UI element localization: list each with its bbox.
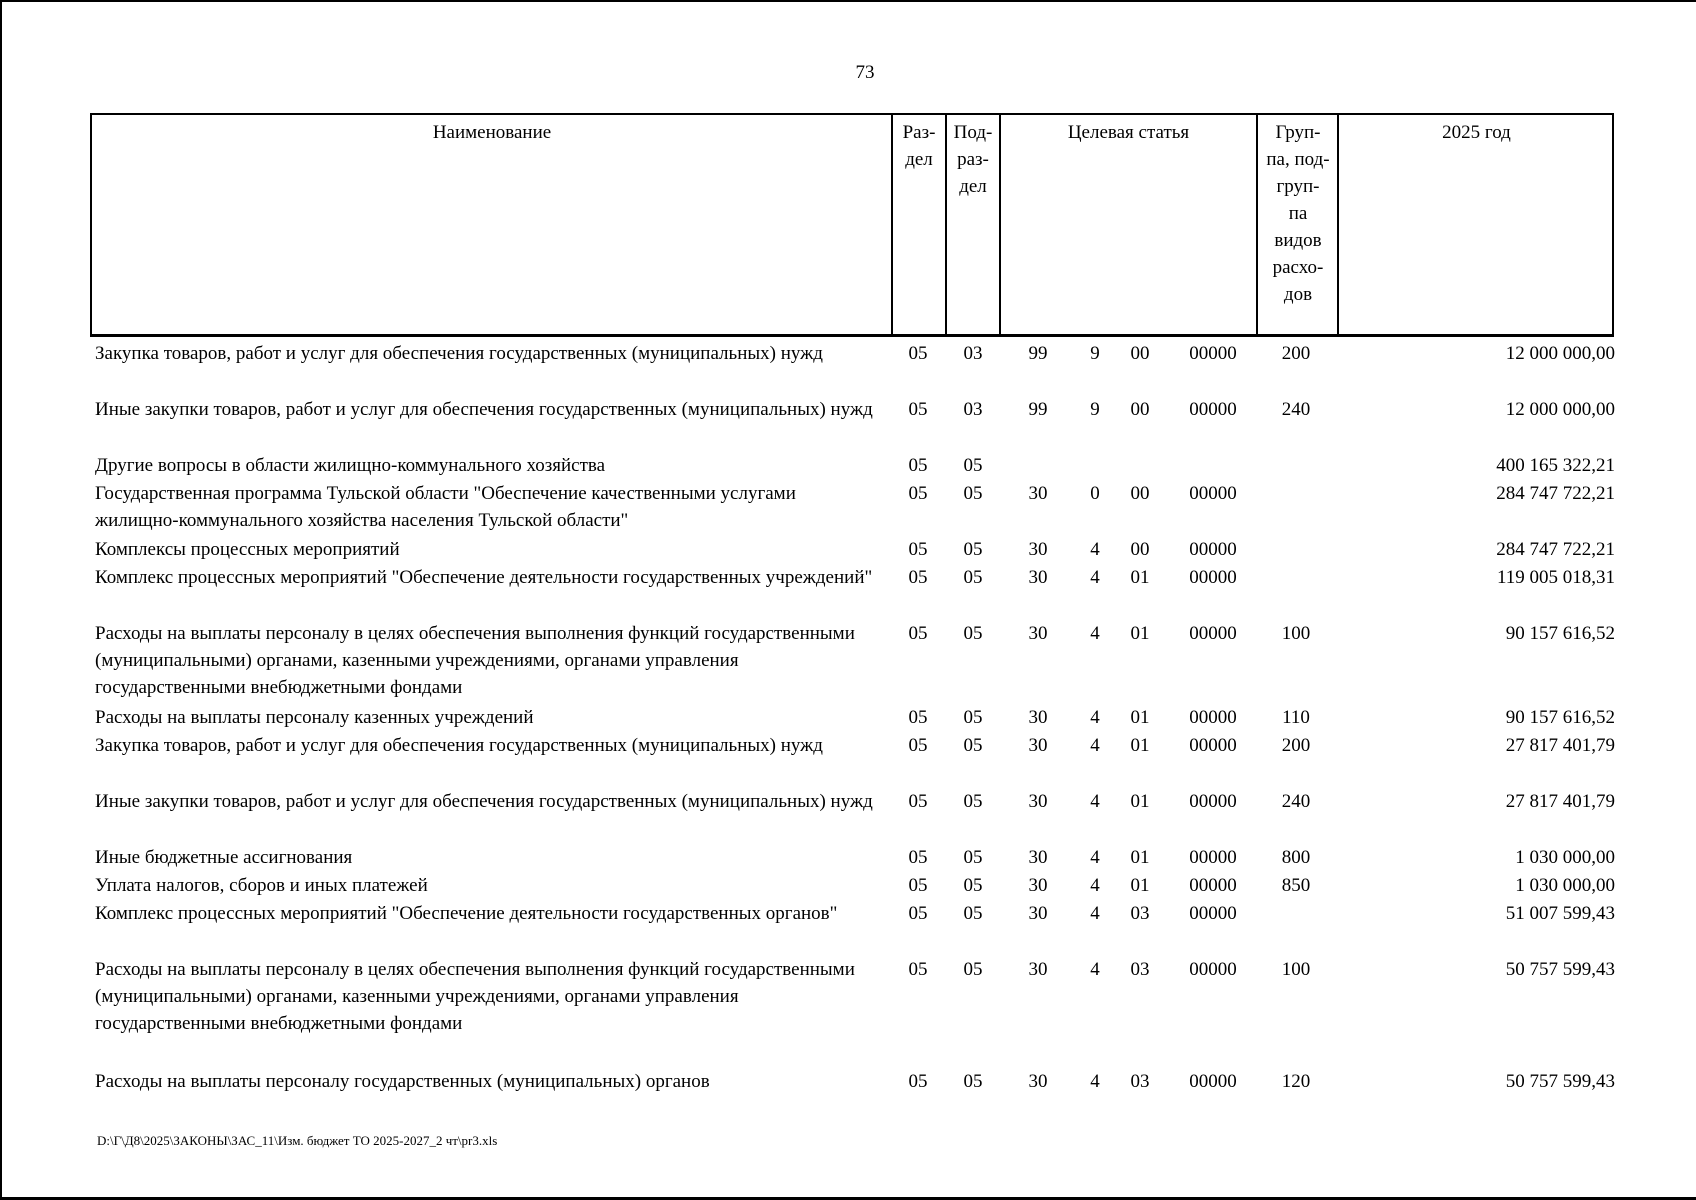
row-name: Уплата налогов, сборов и иных платежей: [95, 875, 428, 896]
row-razdel: 05: [908, 875, 928, 896]
row-target-subprogram: 4: [1090, 791, 1100, 812]
row-target-subprogram: 4: [1090, 903, 1100, 924]
header-podrazdel: Под- раз- дел: [953, 122, 993, 197]
row-target-program: 30: [1028, 623, 1048, 644]
row-target-direction: 00000: [1189, 735, 1237, 756]
row-target-subprogram: 4: [1090, 1071, 1100, 1092]
row-target-program: 30: [1028, 707, 1048, 728]
row-target-event: 01: [1130, 707, 1150, 728]
row-name: Иные закупки товаров, работ и услуг для обеспечения государственных (муниципальных) нужд: [95, 399, 873, 420]
row-amount: 119 005 018,31: [1496, 567, 1615, 588]
row-expense-group: 200: [1281, 735, 1311, 756]
row-target-direction: 00000: [1189, 903, 1237, 924]
row-razdel: 05: [908, 707, 928, 728]
row-target-subprogram: 9: [1090, 343, 1100, 364]
row-expense-group: 100: [1281, 959, 1311, 980]
row-expense-group: 110: [1282, 707, 1310, 728]
row-target-subprogram: 9: [1090, 399, 1100, 420]
row-amount: 284 747 722,21: [1496, 483, 1615, 504]
row-target-program: 30: [1028, 735, 1048, 756]
row-target-event: 03: [1130, 1071, 1150, 1092]
row-podrazdel: 05: [963, 483, 983, 504]
row-name: Закупка товаров, работ и услуг для обеспечения государственных (муниципальных) нужд: [95, 735, 823, 756]
row-target-direction: 00000: [1189, 1071, 1237, 1092]
page-number: 73: [855, 62, 875, 83]
row-target-direction: 00000: [1189, 399, 1237, 420]
row-target-event: 03: [1130, 959, 1150, 980]
row-target-subprogram: 0: [1090, 483, 1100, 504]
row-name: Иные бюджетные ассигнования: [95, 847, 353, 868]
row-razdel: 05: [908, 343, 928, 364]
row-podrazdel: 05: [963, 623, 983, 644]
row-podrazdel: 03: [963, 399, 983, 420]
row-razdel: 05: [908, 1071, 928, 1092]
row-target-direction: 00000: [1189, 707, 1237, 728]
row-target-subprogram: 4: [1090, 735, 1100, 756]
row-target-event: 01: [1130, 567, 1150, 588]
row-target-event: 01: [1130, 623, 1150, 644]
row-target-event: 01: [1130, 875, 1150, 896]
row-amount: 90 157 616,52: [1505, 623, 1615, 644]
row-razdel: 05: [908, 567, 928, 588]
row-target-event: 00: [1130, 343, 1150, 364]
row-podrazdel: 05: [963, 875, 983, 896]
row-expense-group: 240: [1281, 791, 1311, 812]
row-amount: 284 747 722,21: [1496, 539, 1615, 560]
row-target-subprogram: 4: [1090, 875, 1100, 896]
row-expense-group: 100: [1281, 623, 1311, 644]
row-amount: 50 757 599,43: [1505, 1071, 1615, 1092]
row-target-event: 01: [1130, 791, 1150, 812]
row-target-subprogram: 4: [1090, 623, 1100, 644]
row-expense-group: 800: [1281, 847, 1311, 868]
row-target-direction: 00000: [1189, 343, 1237, 364]
row-amount: 51 007 599,43: [1505, 903, 1615, 924]
row-target-direction: 00000: [1189, 539, 1237, 560]
row-target-direction: 00000: [1189, 483, 1237, 504]
row-target-direction: 00000: [1189, 959, 1237, 980]
row-target-program: 30: [1028, 959, 1048, 980]
row-podrazdel: 05: [963, 707, 983, 728]
row-name: Иные закупки товаров, работ и услуг для обеспечения государственных (муниципальных) нужд: [95, 791, 873, 812]
row-name: Комплекс процессных мероприятий "Обеспечение деятельности государственных органов": [95, 903, 838, 924]
row-podrazdel: 05: [963, 539, 983, 560]
row-razdel: 05: [908, 455, 928, 476]
header-target: Целевая статья: [1067, 122, 1190, 143]
row-name: Государственная программа Тульской области "Обеспечение качественными услугами жилищно-коммунального хозяйства населения Тульской области": [95, 483, 796, 531]
row-name: Закупка товаров, работ и услуг для обеспечения государственных (муниципальных) нужд: [95, 343, 823, 364]
row-podrazdel: 05: [963, 903, 983, 924]
row-amount: 27 817 401,79: [1505, 735, 1615, 756]
row-target-subprogram: 4: [1090, 539, 1100, 560]
row-name: Другие вопросы в области жилищно-коммунального хозяйства: [95, 455, 606, 476]
row-target-event: 00: [1130, 399, 1150, 420]
row-target-program: 30: [1028, 539, 1048, 560]
header-name: Наименование: [432, 122, 552, 143]
header-year: 2025 год: [1442, 122, 1511, 143]
row-podrazdel: 05: [963, 455, 983, 476]
row-razdel: 05: [908, 539, 928, 560]
row-target-program: 30: [1028, 875, 1048, 896]
row-podrazdel: 05: [963, 791, 983, 812]
row-razdel: 05: [908, 399, 928, 420]
row-podrazdel: 05: [963, 1071, 983, 1092]
row-target-direction: 00000: [1189, 791, 1237, 812]
row-podrazdel: 05: [963, 959, 983, 980]
row-amount: 27 817 401,79: [1505, 791, 1615, 812]
row-target-program: 30: [1028, 847, 1048, 868]
row-target-event: 00: [1130, 539, 1150, 560]
row-name: Комплексы процессных мероприятий: [95, 539, 400, 560]
row-razdel: 05: [908, 623, 928, 644]
row-amount: 50 757 599,43: [1505, 959, 1615, 980]
row-amount: 1 030 000,00: [1515, 875, 1615, 896]
row-podrazdel: 05: [963, 567, 983, 588]
row-name: Комплекс процессных мероприятий "Обеспечение деятельности государственных учреждений": [95, 567, 873, 588]
row-podrazdel: 05: [963, 847, 983, 868]
row-target-subprogram: 4: [1090, 567, 1100, 588]
row-target-direction: 00000: [1189, 875, 1237, 896]
row-expense-group: 200: [1281, 343, 1311, 364]
row-target-event: 01: [1130, 735, 1150, 756]
row-razdel: 05: [908, 735, 928, 756]
header-razdel: Раз- дел: [902, 122, 936, 170]
row-target-subprogram: 4: [1090, 707, 1100, 728]
row-target-direction: 00000: [1189, 567, 1237, 588]
row-amount: 90 157 616,52: [1505, 707, 1615, 728]
header-group: Груп- па, под- груп- па видов расхо- дов: [1266, 122, 1330, 305]
row-target-program: 30: [1028, 1071, 1048, 1092]
row-target-subprogram: 4: [1090, 959, 1100, 980]
row-amount: 12 000 000,00: [1505, 343, 1615, 364]
row-target-direction: 00000: [1189, 847, 1237, 868]
row-amount: 12 000 000,00: [1505, 399, 1615, 420]
row-expense-group: 240: [1281, 399, 1311, 420]
row-target-program: 30: [1028, 791, 1048, 812]
row-target-program: 30: [1028, 903, 1048, 924]
row-expense-group: 120: [1281, 1071, 1311, 1092]
row-target-program: 99: [1028, 399, 1048, 420]
row-amount: 1 030 000,00: [1515, 847, 1615, 868]
row-target-direction: 00000: [1189, 623, 1237, 644]
row-razdel: 05: [908, 483, 928, 504]
row-name: Расходы на выплаты персоналу казенных учреждений: [95, 707, 534, 728]
row-target-program: 99: [1028, 343, 1048, 364]
row-target-subprogram: 4: [1090, 847, 1100, 868]
row-target-program: 30: [1028, 483, 1048, 504]
footer-file-path: D:\Г\Д8\2025\ЗАКОНЫ\ЗАС_11\Изм. бюджет ТО 2025-2027_2 чт\pr3.xls: [97, 1133, 498, 1148]
row-target-event: 01: [1130, 847, 1150, 868]
row-target-event: 03: [1130, 903, 1150, 924]
row-razdel: 05: [908, 791, 928, 812]
row-target-event: 00: [1130, 483, 1150, 504]
row-razdel: 05: [908, 847, 928, 868]
row-expense-group: 850: [1281, 875, 1311, 896]
row-amount: 400 165 322,21: [1496, 455, 1615, 476]
row-podrazdel: 05: [963, 735, 983, 756]
row-name: Расходы на выплаты персоналу в целях обеспечения выполнения функций государственными (муниципальными) органами, казенными учреждениями, органами управления государственными внебюджетными фондами: [95, 623, 855, 698]
row-target-program: 30: [1028, 567, 1048, 588]
row-razdel: 05: [908, 959, 928, 980]
row-razdel: 05: [908, 903, 928, 924]
row-name: Расходы на выплаты персоналу в целях обеспечения выполнения функций государственными (муниципальными) органами, казенными учреждениями, органами управления государственными внебюджетными фондами: [95, 959, 855, 1034]
row-podrazdel: 03: [963, 343, 983, 364]
row-name: Расходы на выплаты персоналу государственных (муниципальных) органов: [95, 1071, 710, 1092]
